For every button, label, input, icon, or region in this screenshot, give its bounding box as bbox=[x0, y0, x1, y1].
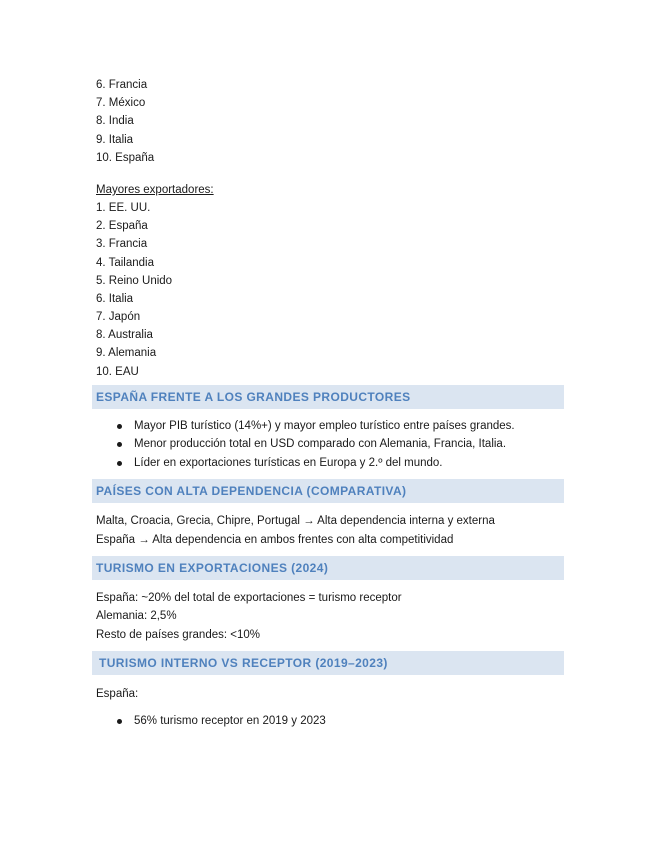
internal-vs-inbound-intro: España: bbox=[96, 688, 139, 701]
section-heading-high-dependence: PAÍSES CON ALTA DEPENDENCIA (COMPARATIVA) bbox=[92, 479, 564, 503]
top-ranking-list bbox=[96, 76, 564, 167]
bullet-item: 56% turismo receptor en 2019 y 2023 bbox=[96, 712, 564, 731]
list-item: 3. Francia bbox=[96, 238, 148, 251]
high-dependence-lines bbox=[96, 512, 564, 549]
list-item: 5. Reino Unido bbox=[96, 274, 173, 287]
list-item: 2. España bbox=[96, 220, 148, 233]
list-item: 7. México bbox=[96, 97, 146, 110]
tourism-exports-lines bbox=[96, 589, 564, 644]
list-item: 10. España bbox=[96, 151, 155, 164]
list-item: 8. Australia bbox=[96, 329, 153, 342]
bullet-item: Menor producción total en USD comparado con Alemania, Francia, Italia. bbox=[96, 435, 564, 454]
internal-vs-inbound-bullets bbox=[96, 712, 564, 731]
paragraph-line: España → Alta dependencia en ambos frentes con alta competitividad bbox=[96, 533, 454, 546]
section-heading-internal-vs-inbound: TURISMO INTERNO VS RECEPTOR (2019–2023) bbox=[92, 651, 564, 675]
list-item: 6. Francia bbox=[96, 79, 148, 91]
paragraph-line: Resto de países grandes: <10% bbox=[96, 628, 260, 641]
document-page bbox=[96, 76, 564, 731]
paragraph-line: Malta, Croacia, Grecia, Chipre, Portugal → Alta dependencia interna y externa bbox=[96, 515, 495, 528]
list-item: 8. India bbox=[96, 115, 134, 128]
section-heading-tourism-exports: TURISMO EN EXPORTACIONES (2024) bbox=[92, 556, 564, 580]
paragraph-line: Alemania: 2,5% bbox=[96, 610, 177, 623]
list-item: 9. Italia bbox=[96, 133, 134, 146]
list-item: 1. EE. UU. bbox=[96, 201, 151, 214]
list-item: 9. Alemania bbox=[96, 347, 157, 360]
list-item: 4. Tailandia bbox=[96, 256, 154, 269]
bullet-item: Mayor PIB turístico (14%+) y mayor empleo turístico entre países grandes. bbox=[96, 417, 564, 436]
spain-vs-producers-bullets bbox=[96, 417, 564, 473]
list-item: 10. EAU bbox=[96, 365, 139, 378]
exporters-list bbox=[96, 199, 564, 381]
bullet-item: Líder en exportaciones turísticas en Europa y 2.º del mundo. bbox=[96, 454, 564, 473]
paragraph-line: España: ~20% del total de exportaciones = turismo receptor bbox=[96, 592, 402, 605]
list-item: 6. Italia bbox=[96, 292, 134, 305]
section-heading-spain-vs-producers: ESPAÑA FRENTE A LOS GRANDES PRODUCTORES bbox=[92, 385, 564, 409]
exporters-heading: Mayores exportadores: bbox=[96, 183, 214, 196]
list-item: 7. Japón bbox=[96, 311, 141, 324]
